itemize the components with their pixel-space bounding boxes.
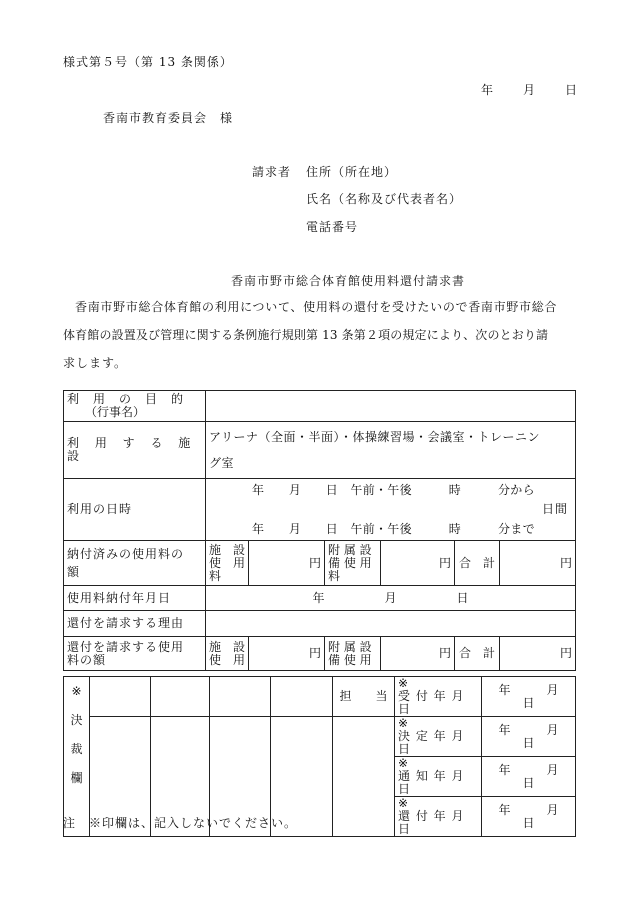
datetime-from: 年 月 日 午前・午後 時 分から xyxy=(252,483,535,497)
facility-row xyxy=(64,422,576,479)
decision-date-value: 年 月 日 xyxy=(482,717,576,757)
purpose-label: 利 用 の 目 的 xyxy=(67,392,185,406)
purpose-value[interactable] xyxy=(206,391,576,422)
approval-stamp-5 xyxy=(333,717,395,837)
yen-unit: 円 xyxy=(560,555,573,570)
datetime-row xyxy=(64,479,576,541)
datetime-days: 日間 xyxy=(542,502,569,516)
refund-facility-fee-label-cell xyxy=(206,637,249,671)
yen-unit: 円 xyxy=(438,646,451,660)
attached-fee-label-cell xyxy=(325,541,381,586)
datetime-value-cell[interactable] xyxy=(206,479,576,541)
name-label: 氏名（名称及び代表者名） xyxy=(306,192,463,206)
approval-stamp-header-4 xyxy=(271,677,333,717)
refund-date-label: 還 付 年 月 日 xyxy=(398,809,465,836)
facility-fee-label-2: 使 用 xyxy=(209,555,246,570)
reason-row xyxy=(64,611,576,637)
attached-fee-label-1: 附 属 設 xyxy=(328,542,372,557)
refund-fee-label-2: 料の額 xyxy=(67,652,107,667)
receipt-date-value: 年 月 日 xyxy=(482,677,576,717)
form-number: 様式第５号（第 13 条関係） xyxy=(63,55,233,69)
address-label: 住所（所在地） xyxy=(306,165,398,179)
notice-date-label: 通 知 年 月 日 xyxy=(398,769,465,796)
paid-fee-label-cell xyxy=(64,541,206,586)
payment-date-row xyxy=(64,586,576,611)
refund-facility-fee-value[interactable] xyxy=(249,637,325,671)
payment-date-label: 使用料納付年月日 xyxy=(64,586,206,611)
approval-char-3: 欄 xyxy=(70,771,83,785)
yen-unit: 円 xyxy=(438,555,451,570)
notice-date-label-cell xyxy=(395,757,482,797)
attached-fee-label-2: 備 使 用 xyxy=(328,652,372,667)
approval-side-label xyxy=(64,677,90,837)
refund-fee-label-1: 還付を請求する使用 xyxy=(67,639,185,654)
attached-fee-label-2: 備 使 用 xyxy=(328,555,372,570)
attached-fee-label-3: 料 xyxy=(328,568,341,583)
purpose-label-cell xyxy=(64,391,206,422)
refund-attached-fee-label-cell xyxy=(325,637,381,671)
refund-date-mark: ※ xyxy=(398,796,410,810)
approval-char-1: 決 xyxy=(70,713,83,727)
refund-date-value: 年 月 日 xyxy=(482,797,576,837)
facility-value-cell[interactable] xyxy=(206,422,576,479)
facility-fee-label-3: 料 xyxy=(209,568,222,583)
body-line-3: 求します。 xyxy=(63,356,128,370)
approval-row-1 xyxy=(64,677,576,717)
request-table xyxy=(63,390,576,671)
refund-fee-label-cell xyxy=(64,637,206,671)
approval-row-2 xyxy=(64,717,576,757)
facility-fee-label-1: 施 設 xyxy=(209,542,246,557)
notice-date-value: 年 月 日 xyxy=(482,757,576,797)
yen-unit: 円 xyxy=(308,646,321,660)
refund-fee-row xyxy=(64,637,576,671)
total-label: 合 計 xyxy=(455,541,500,586)
yen-unit: 円 xyxy=(308,555,321,570)
receipt-date-label: 受 付 年 月 日 xyxy=(398,689,465,716)
paid-fee-label-2: 額 xyxy=(67,565,81,579)
facility-options-line-2: グ室 xyxy=(209,456,235,470)
purpose-sub-label: （行事名） xyxy=(85,405,146,419)
datetime-to: 年 月 日 午前・午後 時 分まで xyxy=(252,522,535,536)
facility-label: 利 用 す る 施 設 xyxy=(64,422,206,479)
paid-fee-row xyxy=(64,541,576,586)
facility-options-line-1: アリーナ（全面・半面）・体操練習場・会議室・トレーニン xyxy=(209,430,541,444)
datetime-label: 利用の日時 xyxy=(64,479,206,541)
paid-fee-label-1: 納付済みの使用料の xyxy=(67,547,185,561)
total-value[interactable] xyxy=(500,541,576,586)
phone-label: 電話番号 xyxy=(306,220,359,234)
facility-fee-label-cell xyxy=(206,541,249,586)
decision-date-mark: ※ xyxy=(398,716,410,730)
refund-date-label-cell xyxy=(395,797,482,837)
approval-stamp-header-2 xyxy=(151,677,210,717)
footnote: 注 ※印欄は、記入しないでください。 xyxy=(63,816,298,830)
document-title: 香南市野市総合体育館使用料還付請求書 xyxy=(231,274,466,288)
decision-date-label-cell xyxy=(395,717,482,757)
body-line-2: 体育館の設置及び管理に関する条例施行規則第 13 条第２項の規定により、次のとおり請 xyxy=(63,328,549,342)
refund-total-value[interactable] xyxy=(500,637,576,671)
payment-date-value[interactable]: 年 月 日 xyxy=(206,586,576,611)
yen-unit: 円 xyxy=(560,646,573,660)
reason-label: 還付を請求する理由 xyxy=(64,611,206,637)
refund-total-label: 合 計 xyxy=(455,637,500,671)
attached-fee-value[interactable] xyxy=(381,541,455,586)
applicant-role: 請求者 xyxy=(252,165,292,179)
receipt-date-mark: ※ xyxy=(398,676,410,690)
facility-fee-label-1: 施 設 xyxy=(209,639,246,654)
body-line-1: 香南市野市総合体育館の利用について、使用料の還付を受けたいので香南市野市総合 xyxy=(75,300,558,314)
approval-mark: ※ xyxy=(71,684,82,698)
reason-value[interactable] xyxy=(206,611,576,637)
refund-attached-fee-value[interactable] xyxy=(381,637,455,671)
facility-fee-label-2: 使 用 xyxy=(209,652,246,667)
purpose-row xyxy=(64,391,576,422)
approval-stamp-header-3 xyxy=(210,677,271,717)
approval-char-2: 裁 xyxy=(70,742,83,756)
addressee: 香南市教育委員会 様 xyxy=(103,111,234,125)
tantou-label: 担 当 xyxy=(333,677,395,717)
attached-fee-label-1: 附 属 設 xyxy=(328,639,372,654)
decision-date-label: 決 定 年 月 日 xyxy=(398,729,465,756)
date-line: 年 月 日 xyxy=(481,83,580,97)
approval-stamp-header-1 xyxy=(90,677,151,717)
notice-date-mark: ※ xyxy=(398,756,410,770)
facility-fee-value[interactable] xyxy=(249,541,325,586)
approval-table xyxy=(63,676,595,837)
receipt-date-label-cell xyxy=(395,677,482,717)
